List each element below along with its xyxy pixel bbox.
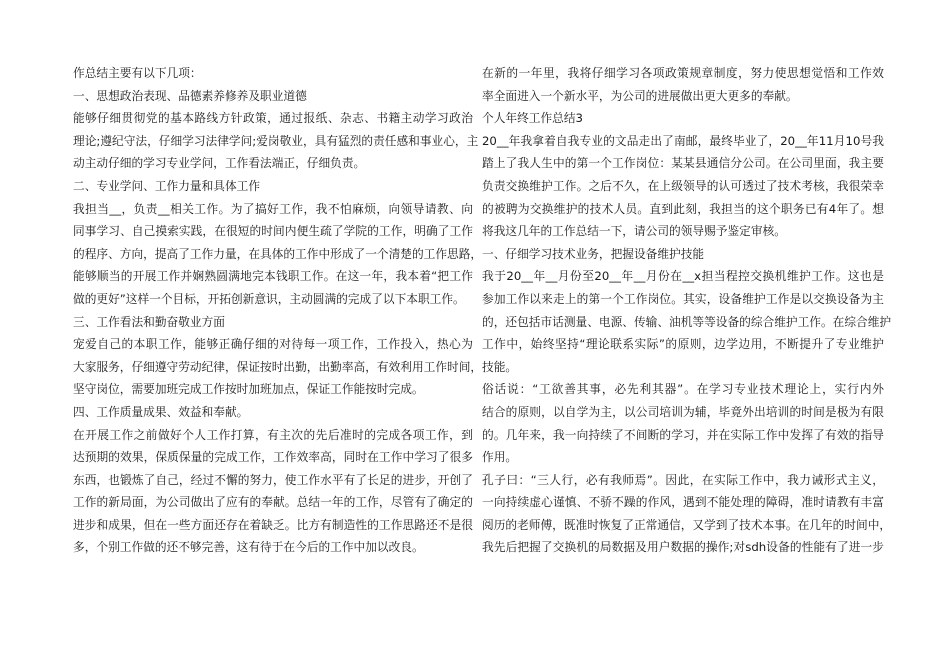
text-line: 技能。 [482,359,518,374]
text-line: 我先后把握了交换机的局数据及用户数据的操作;对sdh设备的性能有了进一步 [482,540,884,555]
text-line: 结合的原则，以自学为主，以公司培训为辅，毕竟外出培训的时间是极为有限 [482,404,884,419]
text-line: 东西，也锻炼了自己，经过不懈的努力，使工作水平有了长足的进步，开创了 [73,472,473,487]
text-line: 在新的一年里，我将仔细学习各项政策规章制度，努力使思想觉悟和工作效 [482,66,884,80]
text-line: 我担当__，负责__相关工作。为了搞好工作，我不怕麻烦，向领导请教、向 [73,201,473,216]
text-line: 的被聘为交换维护的技术人员。直到此刻，我担当的这个职务已有4年了。想 [482,201,884,216]
text-line: 踏上了我人生中的第一个工作岗位：某某县通信分公司。在公司里面，我主要 [482,156,884,171]
text-line: 做的更好”这样一个目标，开拓创新意识，主动圆满的完成了以下本职工作。 [73,291,465,306]
text-line: 工作的新局面，为公司做出了应有的奉献。总结一年的工作，尽管有了确定的 [73,495,473,510]
text-line: 工作中，始终坚持“理论联系实际”的原则，边学边用，不断提升了专业维护 [482,337,884,352]
text-line: 孔子曰：“三人行，必有我师焉”。因此，在实际工作中，我力诫形式主义， [482,472,884,487]
text-line: 阅历的老师傅，既准时恢复了正常通信，又学到了技术本事。在几年的时间中， [482,517,892,532]
text-line: 四、工作质量成果、效益和奉献。 [73,404,249,419]
text-line: 理论;遵纪守法，仔细学习法律学问;爱岗敬业，具有猛烈的责任感和事业心，主 [73,133,479,148]
text-line: 参加工作以来走上的第一个工作岗位。其实，设备维护工作是以交换设备为主 [482,291,884,306]
text-line: 二、专业学问、工作力量和具体工作 [73,178,261,193]
text-line: 作总结主要有以下几项： [73,66,202,80]
right-column [482,62,892,559]
text-line: 多，个别工作做的还不够完善，这有待于在今后的工作中加以改良。 [73,540,424,555]
text-line: 一向持续虚心谨慎、不骄不躁的作风，遇到不能处理的障碍，准时请教有丰富 [482,495,884,510]
text-line: 率全面进入一个新水平，为公司的进展做出更大更多的奉献。 [482,88,798,103]
text-line: 能够顺当的开展工作并娴熟圆满地完本钱职工作。在这一年，我本着“把工作 [73,269,473,284]
text-line: 能够仔细贯彻党的基本路线方针政策，通过报纸、杂志、书籍主动学习政治 [73,111,473,126]
text-line: 我于20__年__月份至20__年__月份在__x担当程控交换机维护工作。这也是 [482,269,884,284]
text-line: 个人年终工作总结3 [482,111,583,126]
text-line: 作用。 [482,450,518,465]
text-line: 宠爱自己的本职工作，能够正确仔细的对待每一项工作，工作投入，热心为 [73,337,473,352]
text-line: 的。几年来，我一向持续了不间断的学习，并在实际工作中发挥了有效的指导 [482,427,884,442]
text-line: 三、工作看法和勤奋敬业方面 [73,314,225,329]
text-line: 坚守岗位，需要加班完成工作按时加班加点，保证工作能按时完成。 [73,382,424,397]
text-line: 一、思想政治表现、品德素养修养及职业道德 [73,88,307,103]
text-line: 进步和成果，但在一些方面还存在着缺乏。比方有制造性的工作思路还不是很 [73,517,473,532]
text-line: 20__年我拿着自我专业的文品走出了南邮，最终毕业了，20__年11月10号我 [482,133,884,148]
text-line: 大家服务，仔细遵守劳动纪律，保证按时出勤，出勤率高，有效利用工作时间， [73,359,483,374]
text-line: 将我这几年的工作总结一下，请公司的领导赐予鉴定审核。 [482,224,786,239]
text-line: 在开展工作之前做好个人工作打算，有主次的先后准时的完成各项工作，到 [73,427,473,442]
text-line: 俗话说：“工欲善其事，必先利其器”。在学习专业技术理论上，实行内外 [482,382,884,397]
text-line: 的程序、方向，提高了工作力量，在具体的工作中形成了一个清楚的工作思路， [73,246,483,261]
text-line: 同事学习、自己摸索实践，在很短的时间内便生疏了学院的工作，明确了工作 [73,224,473,239]
text-line: 动主动仔细的学习专业学问，工作看法端正，仔细负责。 [73,156,366,171]
left-column [73,62,483,559]
text-line: 的，还包括市话测量、电源、传输、油机等等设备的综合维护工作。在综合维护 [482,314,892,329]
text-line: 负责交换维护工作。之后不久，在上级领导的认可透过了技术考核，我很荣幸 [482,178,884,193]
text-line: 一、仔细学习技术业务，把握设备维护技能 [482,246,705,261]
text-line: 达预期的效果，保质保量的完成工作，工作效率高，同时在工作中学习了很多 [73,450,473,465]
